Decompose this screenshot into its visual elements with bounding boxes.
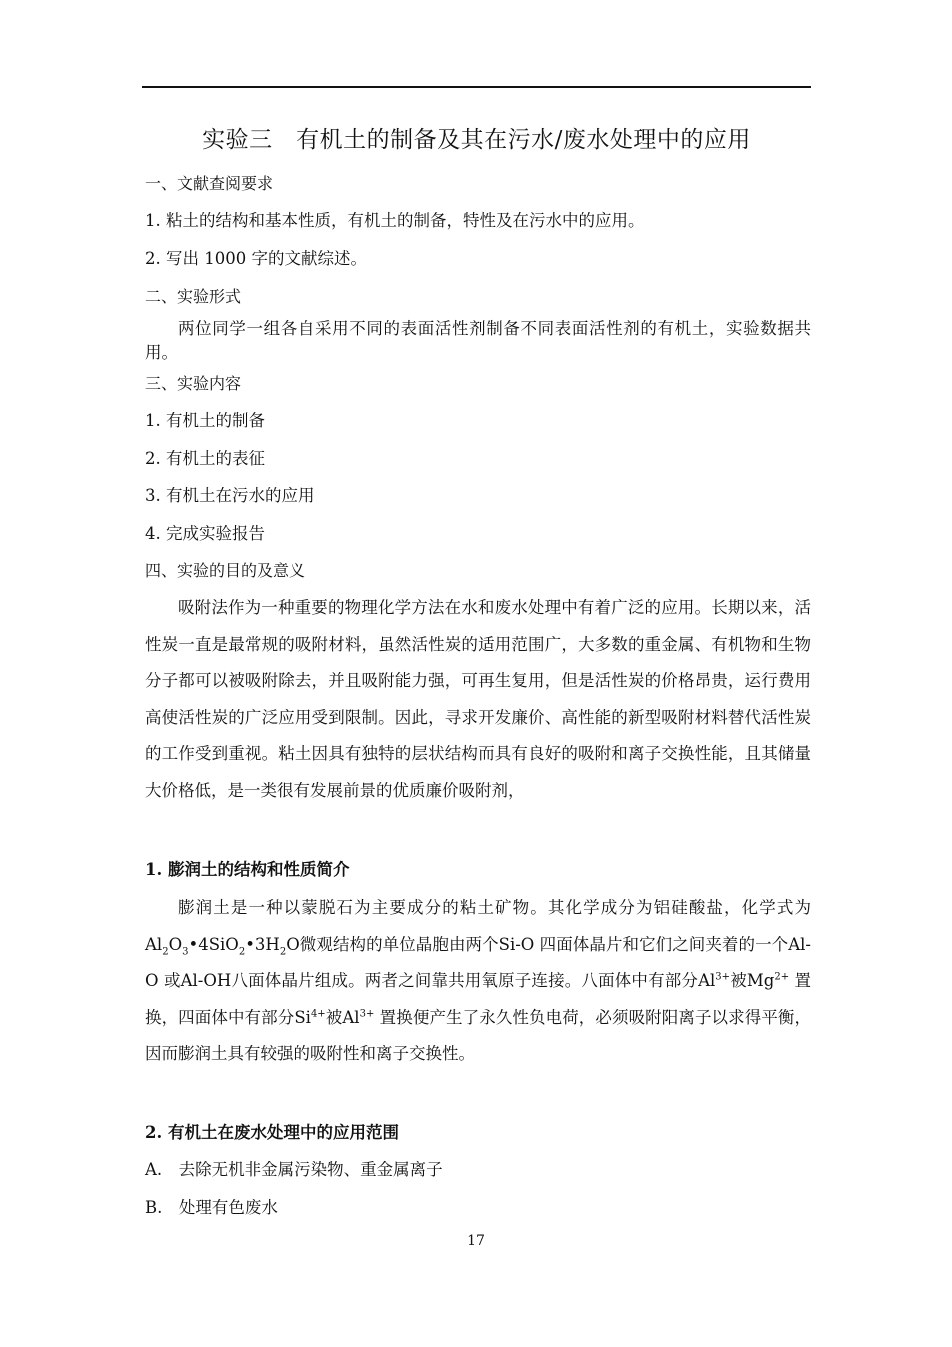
section1-heading: 一、文献查阅要求: [145, 174, 274, 193]
sub1-paragraph: 膨润土是一种以蒙脱石为主要成分的粘土矿物。其化学成分为铝硅酸盐，化学式为$Al_2O_3•4SiO_2•3H_2O$微观结构的单位晶胞由两个Si-O 四面体晶片和它们之间夹着的一个Al-O 或Al-OH八面体晶片组成。两者之间靠共用氧原子连接。八面体中有部分$Al^{3+}$被$Mg^{2+}$ 置换，四面体中有部分$Si^{4+}$被$Al^{3+}$ 置换便产生了永久性负电荷，必须吸附阳离子以求得平衡，因而膨润土具有较强的吸附性和离子交换性。: [145, 898, 812, 1063]
section2-heading: 二、实验形式: [145, 287, 242, 306]
section3-item-3: 3. 有机土在污水的应用: [145, 486, 315, 505]
section4-paragraph: 吸附法作为一种重要的物理化学方法在水和废水处理中有着广泛的应用。长期以来，活性炭一直是最常规的吸附材料，虽然活性炭的适用范围广，大多数的重金属、有机物和生物分子都可以被吸附除去，并且吸附能力强，可再生复用，但是活性炭的价格昂贵，运行费用高使活性炭的广泛应用受到限制。因此，寻求开发廉价、高性能的新型吸附材料替代活性炭的工作受到重视。粘土因具有独特的层状结构而具有良好的吸附和离子交换性能，且其储量大价格低，是一类很有发展前景的优质廉价吸附剂，: [145, 598, 811, 800]
section3-item-2: 2. 有机土的表征: [145, 449, 265, 468]
formula-montmorillonite: $Al_2O_3•4SiO_2•3H_2O$: [145, 934, 300, 957]
sub2-item-b: B. 处理有色废水: [145, 1198, 278, 1217]
section1-item-2: 2. 写出 1000 字的文献综述。: [145, 249, 367, 268]
section3-item-4: 4. 完成实验报告: [145, 524, 265, 543]
sub1-heading: 1. 膨润土的结构和性质简介: [145, 860, 350, 879]
header-rule: [142, 86, 811, 88]
section3-item-1: 1. 有机土的制备: [145, 411, 265, 430]
sub2-item-a: A. 去除无机非金属污染物、重金属离子: [145, 1160, 443, 1179]
section2-paragraph: 两位同学一组各自采用不同的表面活性剂制备不同表面活性剂的有机土，实验数据共用。: [145, 319, 811, 362]
page-number: 17: [467, 1233, 485, 1249]
sub2-heading: 2. 有机土在废水处理中的应用范围: [145, 1123, 399, 1142]
section4-heading: 四、实验的目的及意义: [145, 561, 306, 580]
page-title: 实验三 有机土的制备及其在污水/废水处理中的应用: [202, 127, 751, 153]
section3-heading: 三、实验内容: [145, 374, 242, 393]
section1-item-1: 1. 粘土的结构和基本性质，有机土的制备，特性及在污水中的应用。: [145, 211, 645, 230]
